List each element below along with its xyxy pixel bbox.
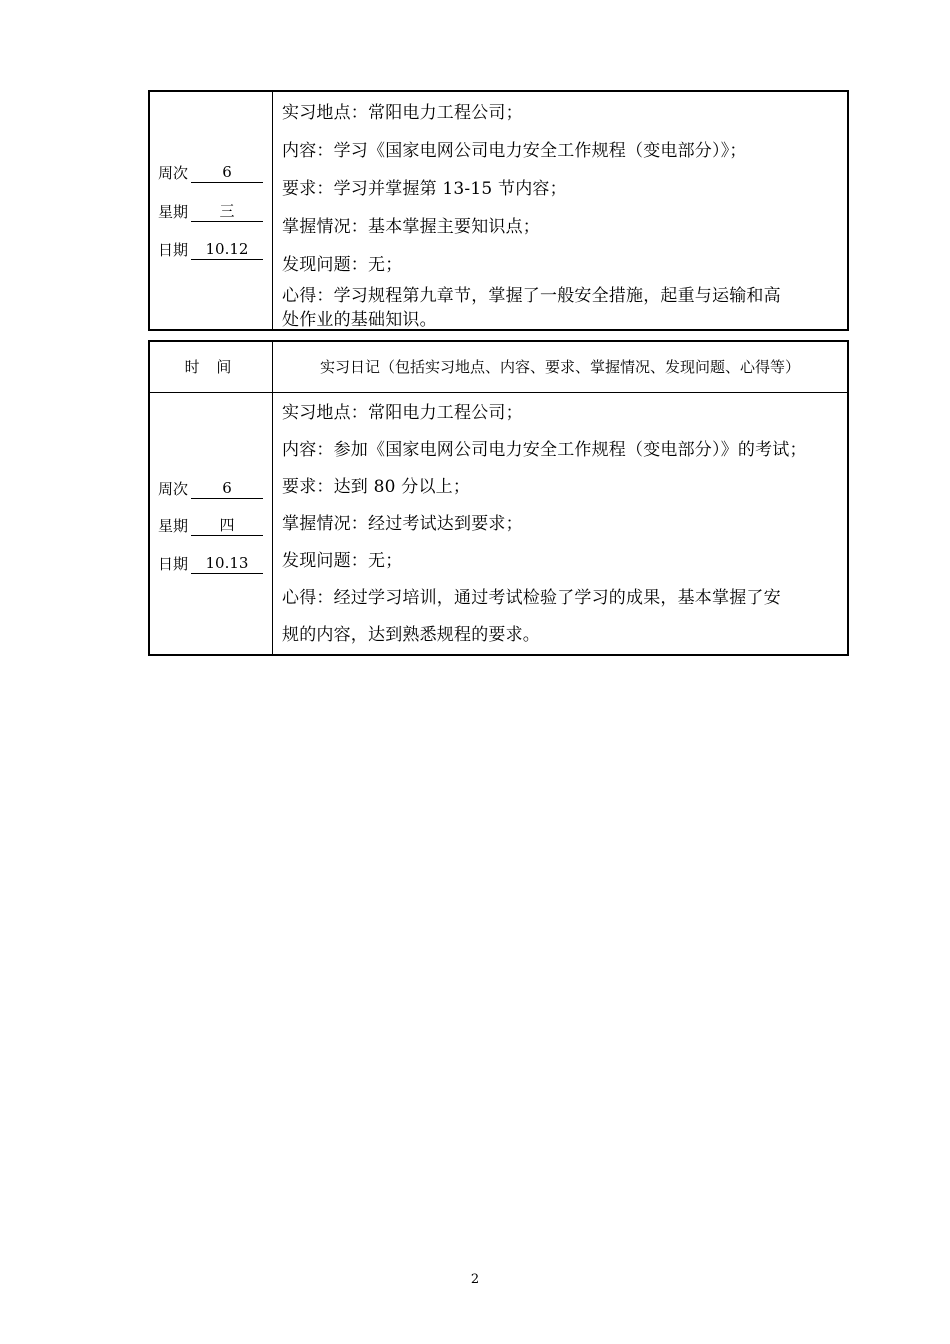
day-field bbox=[158, 515, 268, 535]
date-field bbox=[158, 239, 268, 259]
day-value: 四 bbox=[191, 515, 263, 536]
header-divider bbox=[150, 392, 847, 393]
header-time: 时 间 bbox=[184, 358, 238, 376]
issues-line: 发现问题：无； bbox=[282, 551, 403, 571]
header-diary: 实习日记（包括实习地点、内容、要求、掌握情况、发现问题、心得等） bbox=[319, 358, 800, 376]
reflection-line: 心得：学习规程第九章节，掌握了一般安全措施，起重与运输和高 bbox=[282, 286, 781, 306]
page-number: 2 bbox=[470, 1272, 480, 1287]
requirement-line: 要求：学习并掌握第 13-15 节内容； bbox=[282, 179, 567, 199]
week-label: 周次 bbox=[158, 480, 189, 498]
date-value: 10.13 bbox=[191, 553, 263, 574]
location-line: 实习地点：常阳电力工程公司； bbox=[282, 403, 523, 423]
mastery-line: 掌握情况：经过考试达到要求； bbox=[282, 514, 523, 534]
day-label: 星期 bbox=[158, 517, 189, 535]
diary-entry-table-1 bbox=[148, 90, 849, 331]
week-value: 6 bbox=[191, 162, 263, 183]
date-label: 日期 bbox=[158, 241, 189, 259]
content-line: 内容：参加《国家电网公司电力安全工作规程（变电部分）》的考试； bbox=[282, 440, 807, 460]
week-value: 6 bbox=[191, 478, 263, 499]
content-line: 内容：学习《国家电网公司电力安全工作规程（变电部分）》； bbox=[282, 141, 747, 161]
location-line: 实习地点：常阳电力工程公司； bbox=[282, 103, 523, 123]
day-label: 星期 bbox=[158, 203, 189, 221]
week-field bbox=[158, 478, 268, 498]
column-divider bbox=[272, 92, 273, 329]
day-value: 三 bbox=[191, 201, 263, 222]
date-field bbox=[158, 553, 268, 573]
week-field bbox=[158, 162, 268, 182]
reflection-line: 心得：经过学习培训，通过考试检验了学习的成果，基本掌握了安 bbox=[282, 588, 781, 608]
date-label: 日期 bbox=[158, 555, 189, 573]
reflection-line-cont: 处作业的基础知识。 bbox=[282, 310, 437, 330]
day-field bbox=[158, 201, 268, 221]
mastery-line: 掌握情况：基本掌握主要知识点； bbox=[282, 217, 540, 237]
requirement-line: 要求：达到 80 分以上； bbox=[282, 477, 471, 497]
reflection-line-cont: 规的内容，达到熟悉规程的要求。 bbox=[282, 625, 540, 645]
issues-line: 发现问题：无； bbox=[282, 255, 403, 275]
week-label: 周次 bbox=[158, 164, 189, 182]
diary-entry-table-2 bbox=[148, 340, 849, 656]
date-value: 10.12 bbox=[191, 239, 263, 260]
